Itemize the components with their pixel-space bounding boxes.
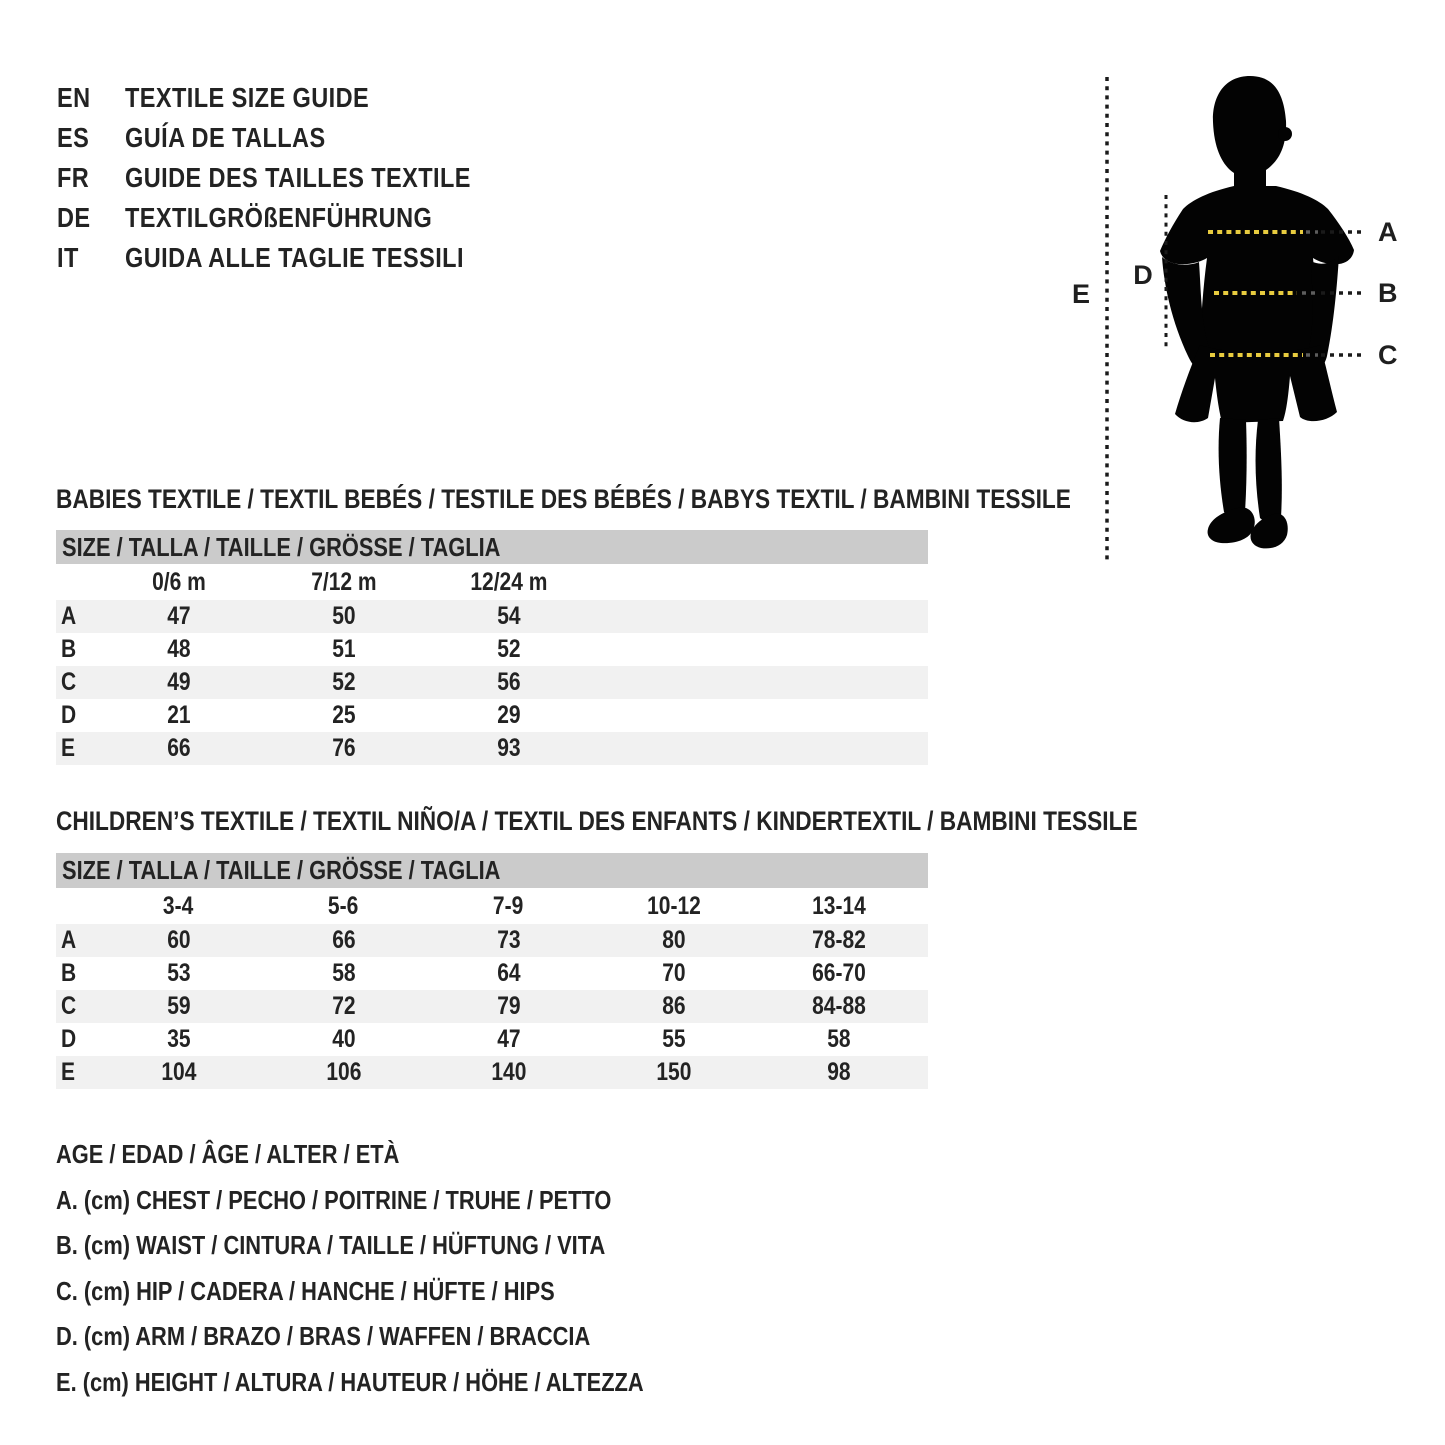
babies-section-title: BABIES TEXTILE / TEXTIL BEBÉS / TESTILE DES BÉBÉS / BABYS TEXTIL / BAMBINI TESSILE — [56, 484, 1071, 514]
lang-code-en: EN — [57, 82, 91, 113]
lang-row-en — [57, 78, 537, 118]
row-label: C — [61, 992, 77, 1020]
row-label: D — [61, 701, 77, 729]
legend-hip: C. (cm) HIP / CADERA / HANCHE / HÜFTE / HIPS — [56, 1275, 555, 1306]
cell-value: 66-70 — [811, 959, 866, 987]
cell-value: 70 — [661, 959, 686, 987]
children-col-4: 13-14 — [811, 891, 866, 920]
cell-value: 51 — [331, 635, 356, 663]
row-label: D — [61, 1025, 77, 1053]
cell-value: 86 — [661, 992, 686, 1020]
babies-col-1: 7/12 m — [310, 567, 377, 596]
row-label: B — [61, 635, 77, 663]
lang-title-de: TEXTILGRÖßENFÜHRUNG — [125, 202, 433, 233]
cell-value: 80 — [661, 926, 686, 954]
measurement-legend — [56, 1132, 756, 1405]
children-col-0: 3-4 — [163, 891, 194, 920]
legend-chest: A. (cm) CHEST / PECHO / POITRINE / TRUHE / PETTO — [56, 1184, 612, 1215]
cell-value: 66 — [331, 926, 356, 954]
children-row-c — [56, 990, 928, 1023]
lang-code-es: ES — [57, 122, 90, 153]
lang-row-it — [57, 238, 537, 278]
babies-row-d — [56, 699, 928, 732]
cell-value: 53 — [166, 959, 191, 987]
cell-value: 140 — [490, 1058, 527, 1086]
row-label: A — [61, 926, 77, 954]
lang-code-fr: FR — [57, 162, 90, 193]
children-col-3: 10-12 — [646, 891, 701, 920]
cell-value: 49 — [166, 668, 191, 696]
children-col-2: 7-9 — [493, 891, 524, 920]
cell-value: 104 — [160, 1058, 197, 1086]
legend-arm: D. (cm) ARM / BRAZO / BRAS / WAFFEN / BRACCIA — [56, 1321, 591, 1351]
babies-col-2: 12/24 m — [469, 567, 548, 596]
cell-value: 59 — [166, 992, 191, 1020]
cell-value: 48 — [166, 635, 191, 663]
babies-size-table — [56, 564, 928, 765]
cell-value: 50 — [331, 602, 356, 630]
children-row-b — [56, 957, 928, 990]
lang-title-fr: GUIDE DES TAILLES TEXTILE — [125, 162, 471, 193]
row-label: A — [61, 602, 77, 630]
cell-value: 79 — [496, 992, 521, 1020]
cell-value: 25 — [331, 701, 356, 729]
lang-row-fr — [57, 158, 537, 198]
cell-value: 40 — [331, 1025, 356, 1053]
label-c: C — [1378, 340, 1398, 370]
cell-value: 21 — [166, 701, 191, 729]
cell-value: 66 — [166, 734, 191, 762]
lang-row-es — [57, 118, 537, 158]
children-row-a — [56, 924, 928, 957]
cell-value: 93 — [496, 734, 521, 762]
row-label: C — [61, 668, 77, 696]
cell-value: 52 — [496, 635, 521, 663]
babies-size-header-bar: SIZE / TALLA / TAILLE / GRÖSSE / TAGLIA — [56, 530, 928, 564]
lang-row-de — [57, 198, 537, 238]
cell-value: 60 — [166, 926, 191, 954]
lang-title-en: TEXTILE SIZE GUIDE — [125, 82, 370, 113]
cell-value: 55 — [661, 1025, 686, 1053]
cell-value: 58 — [826, 1025, 851, 1053]
cell-value: 150 — [655, 1058, 692, 1086]
cell-value: 73 — [496, 926, 521, 954]
cell-value: 98 — [826, 1058, 851, 1086]
children-row-d — [56, 1023, 928, 1056]
children-size-header-bar: SIZE / TALLA / TAILLE / GRÖSSE / TAGLIA — [56, 853, 928, 888]
cell-value: 35 — [166, 1025, 191, 1053]
cell-value: 54 — [496, 602, 521, 630]
cell-value: 106 — [325, 1058, 362, 1086]
legend-age: AGE / EDAD / ÂGE / ALTER / ETÀ — [56, 1139, 400, 1169]
label-b: B — [1378, 278, 1398, 308]
cell-value: 47 — [166, 602, 191, 630]
lang-title-es: GUÍA DE TALLAS — [125, 122, 326, 153]
cell-value: 52 — [331, 668, 356, 696]
cell-value: 76 — [331, 734, 356, 762]
children-col-1: 5-6 — [328, 891, 359, 920]
cell-value: 47 — [496, 1025, 521, 1053]
children-row-e — [56, 1056, 928, 1089]
label-e: E — [1071, 279, 1091, 309]
cell-value: 29 — [496, 701, 521, 729]
children-column-header-row — [56, 888, 928, 924]
row-label: B — [61, 959, 77, 987]
babies-row-b — [56, 633, 928, 666]
lang-code-de: DE — [57, 202, 91, 233]
legend-waist: B. (cm) WAIST / CINTURA / TAILLE / HÜFTUNG / VITA — [56, 1230, 606, 1260]
cell-value: 64 — [496, 959, 521, 987]
babies-row-c — [56, 666, 928, 699]
lang-code-it: IT — [57, 242, 79, 273]
cell-value: 78-82 — [811, 926, 866, 954]
child-silhouette — [1160, 76, 1354, 548]
row-label: E — [61, 734, 76, 762]
cell-value: 56 — [496, 668, 521, 696]
label-a: A — [1378, 217, 1398, 247]
legend-height: E. (cm) HEIGHT / ALTURA / HAUTEUR / HÖHE / ALTEZZA — [56, 1366, 644, 1397]
babies-row-e — [56, 732, 928, 765]
children-size-table — [56, 888, 928, 1089]
language-title-block — [57, 78, 537, 278]
cell-value: 72 — [331, 992, 356, 1020]
label-d: D — [1133, 260, 1153, 290]
cell-value: 58 — [331, 959, 356, 987]
lang-title-it: GUIDA ALLE TAGLIE TESSILI — [125, 242, 464, 273]
babies-column-header-row — [56, 564, 928, 600]
cell-value: 84-88 — [811, 992, 866, 1020]
children-section-title: CHILDREN’S TEXTILE / TEXTIL NIÑO/A / TEXTIL DES ENFANTS / KINDERTEXTIL / BAMBINI TESSILE — [56, 806, 1138, 836]
row-label: E — [61, 1058, 76, 1086]
babies-row-a — [56, 600, 928, 633]
babies-col-0: 0/6 m — [151, 567, 206, 596]
